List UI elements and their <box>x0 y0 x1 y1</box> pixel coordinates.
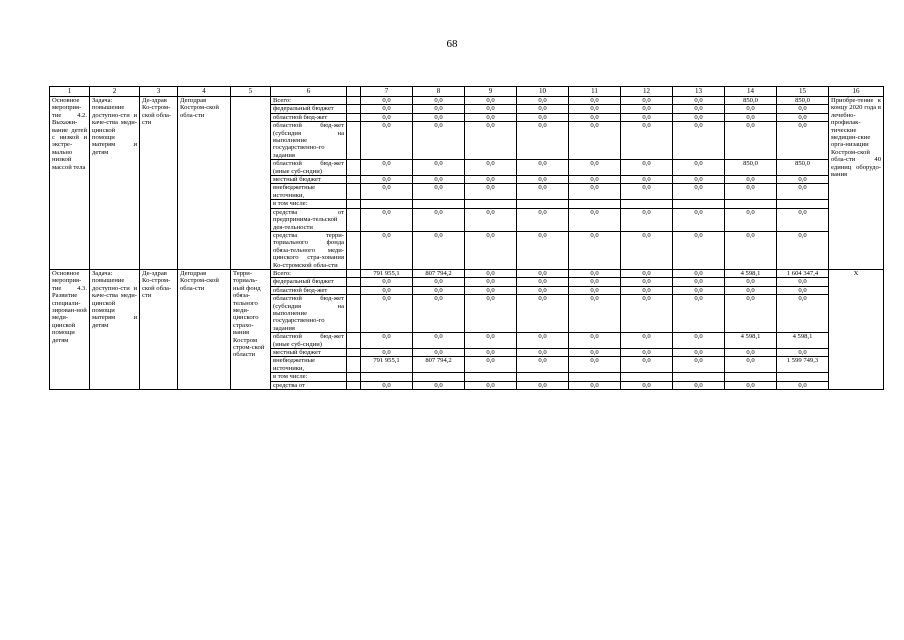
amount-cell: 0,0 <box>777 349 829 357</box>
amount-cell: 0,0 <box>777 122 829 160</box>
amount-cell: 4 598,1 <box>725 333 777 349</box>
amount-cell: 0,0 <box>621 381 673 389</box>
amount-cell: 0,0 <box>673 122 725 160</box>
amount-cell: 0,0 <box>621 160 673 176</box>
column-number: 1 <box>50 87 90 97</box>
amount-cell: 0,0 <box>725 286 777 294</box>
funding-source: местный бюджет <box>271 349 347 357</box>
amount-cell: 850,0 <box>777 97 829 105</box>
co-executor <box>231 97 271 270</box>
amount-cell: 0,0 <box>673 349 725 357</box>
amount-cell: 0,0 <box>517 278 569 286</box>
column-number: 4 <box>178 87 231 97</box>
amount-cell: 0,0 <box>673 105 725 113</box>
amount-cell: 0,0 <box>517 231 569 269</box>
amount-cell: 0,0 <box>465 278 517 286</box>
amount-cell <box>569 373 621 381</box>
amount-cell: 0,0 <box>777 381 829 389</box>
amount-cell: 0,0 <box>569 278 621 286</box>
expected-result: Приобре-тение к концу 2020 года в лечебно-профилак-тические медицин-ские орга-низации Костром-ской обла-сти 40 единиц оборудо-вания <box>829 97 884 270</box>
amount-cell <box>777 373 829 381</box>
blank-cell <box>347 231 361 269</box>
amount-cell <box>517 373 569 381</box>
measure-name: Основное мероприя-тие 4.2. Выхажи-вание детей с низкой и экстре-мально низкой массой тела <box>50 97 90 270</box>
amount-cell: 0,0 <box>465 295 517 333</box>
amount-cell: 0,0 <box>361 105 413 113</box>
amount-cell: 0,0 <box>413 295 465 333</box>
budget-table <box>49 86 884 390</box>
amount-cell: 0,0 <box>517 269 569 277</box>
amount-cell: 0,0 <box>517 176 569 184</box>
blank-cell <box>347 278 361 286</box>
amount-cell <box>465 200 517 208</box>
amount-cell: 0,0 <box>621 286 673 294</box>
amount-cell: 791 955,1 <box>361 269 413 277</box>
column-number: 3 <box>140 87 178 97</box>
amount-cell: 0,0 <box>673 113 725 121</box>
amount-cell: 0,0 <box>569 105 621 113</box>
amount-cell <box>517 200 569 208</box>
funding-source: областной бюд-жет (субсидия на выполнение государственно-го задания <box>271 295 347 333</box>
amount-cell: 0,0 <box>777 208 829 231</box>
amount-cell: 0,0 <box>621 357 673 373</box>
funding-source: областной бюд-жет <box>271 113 347 121</box>
amount-cell: 0,0 <box>725 176 777 184</box>
column-number: 10 <box>517 87 569 97</box>
amount-cell: 0,0 <box>569 357 621 373</box>
amount-cell: 0,0 <box>517 122 569 160</box>
funding-source: Всего: <box>271 269 347 277</box>
amount-cell: 0,0 <box>673 184 725 200</box>
column-number: 9 <box>465 87 517 97</box>
amount-cell: 0,0 <box>673 97 725 105</box>
amount-cell: 0,0 <box>517 105 569 113</box>
amount-cell: 0,0 <box>569 113 621 121</box>
amount-cell: 0,0 <box>569 333 621 349</box>
blank-cell <box>347 184 361 200</box>
amount-cell: 0,0 <box>517 97 569 105</box>
amount-cell: 0,0 <box>465 333 517 349</box>
amount-cell: 0,0 <box>621 295 673 333</box>
amount-cell: 0,0 <box>725 208 777 231</box>
amount-cell: 0,0 <box>725 349 777 357</box>
amount-cell: 0,0 <box>361 381 413 389</box>
blank-cell <box>347 286 361 294</box>
funding-source: местный бюджет <box>271 176 347 184</box>
amount-cell: 0,0 <box>673 295 725 333</box>
amount-cell: 0,0 <box>413 278 465 286</box>
amount-cell: 807 794,2 <box>413 357 465 373</box>
column-number: 12 <box>621 87 673 97</box>
amount-cell: 0,0 <box>465 208 517 231</box>
amount-cell: 0,0 <box>725 295 777 333</box>
amount-cell: 0,0 <box>569 184 621 200</box>
amount-cell: 0,0 <box>361 349 413 357</box>
blank-cell <box>347 113 361 121</box>
amount-cell: 0,0 <box>621 97 673 105</box>
blank-cell <box>347 160 361 176</box>
amount-cell: 0,0 <box>725 278 777 286</box>
column-number: 13 <box>673 87 725 97</box>
funding-source: областной бюд-жет (иные суб-сидии) <box>271 333 347 349</box>
amount-cell: 0,0 <box>621 113 673 121</box>
amount-cell: 0,0 <box>621 269 673 277</box>
funding-source: областной бюд-жет (субсидия на выполнение государственно-го задания <box>271 122 347 160</box>
column-number: 15 <box>777 87 829 97</box>
blank-cell <box>347 295 361 333</box>
amount-cell: 0,0 <box>673 333 725 349</box>
funding-source: федеральный бюджет <box>271 105 347 113</box>
amount-cell: 0,0 <box>413 231 465 269</box>
table-row <box>50 97 884 105</box>
amount-cell: 791 955,1 <box>361 357 413 373</box>
amount-cell: 0,0 <box>673 357 725 373</box>
funding-source: средства от <box>271 381 347 389</box>
blank-cell <box>347 269 361 277</box>
amount-cell: 850,0 <box>777 160 829 176</box>
funding-source: внебюджетные источники, <box>271 357 347 373</box>
amount-cell: 0,0 <box>777 113 829 121</box>
amount-cell: 0,0 <box>361 113 413 121</box>
amount-cell <box>725 200 777 208</box>
amount-cell: 0,0 <box>569 381 621 389</box>
amount-cell: 0,0 <box>569 122 621 160</box>
amount-cell: 0,0 <box>517 381 569 389</box>
amount-cell <box>673 200 725 208</box>
amount-cell: 0,0 <box>725 184 777 200</box>
amount-cell: 0,0 <box>465 269 517 277</box>
amount-cell: 0,0 <box>725 122 777 160</box>
blank-cell <box>347 381 361 389</box>
amount-cell: 0,0 <box>725 113 777 121</box>
blank-cell <box>347 200 361 208</box>
amount-cell <box>777 200 829 208</box>
amount-cell: 0,0 <box>465 122 517 160</box>
amount-cell: 0,0 <box>569 295 621 333</box>
amount-cell: 0,0 <box>517 160 569 176</box>
amount-cell <box>361 373 413 381</box>
blank-cell <box>347 97 361 105</box>
amount-cell: 0,0 <box>413 105 465 113</box>
amount-cell: 0,0 <box>725 105 777 113</box>
amount-cell <box>361 200 413 208</box>
amount-cell: 0,0 <box>777 278 829 286</box>
amount-cell: 0,0 <box>465 160 517 176</box>
blank-cell <box>347 333 361 349</box>
amount-cell: 0,0 <box>413 176 465 184</box>
column-number: 7 <box>361 87 413 97</box>
amount-cell: 0,0 <box>517 208 569 231</box>
amount-cell: 0,0 <box>569 349 621 357</box>
amount-cell: 0,0 <box>621 208 673 231</box>
column-number: 5 <box>231 87 271 97</box>
amount-cell: 0,0 <box>361 184 413 200</box>
amount-cell: 0,0 <box>465 97 517 105</box>
column-number-row <box>50 87 884 97</box>
amount-cell: 0,0 <box>361 295 413 333</box>
amount-cell: 0,0 <box>361 286 413 294</box>
amount-cell: 0,0 <box>673 176 725 184</box>
amount-cell: 0,0 <box>413 349 465 357</box>
amount-cell: 0,0 <box>725 357 777 373</box>
amount-cell: 0,0 <box>777 231 829 269</box>
blank-cell <box>347 105 361 113</box>
amount-cell: 4 598,1 <box>725 269 777 277</box>
table-row <box>50 269 884 277</box>
amount-cell: 0,0 <box>413 184 465 200</box>
amount-cell: 0,0 <box>361 333 413 349</box>
amount-cell: 0,0 <box>673 208 725 231</box>
amount-cell: 0,0 <box>413 97 465 105</box>
amount-cell: 4 598,1 <box>777 333 829 349</box>
amount-cell: 0,0 <box>413 208 465 231</box>
amount-cell <box>621 373 673 381</box>
amount-cell: 0,0 <box>465 286 517 294</box>
blank-cell <box>347 357 361 373</box>
budget-table-body <box>50 87 884 390</box>
coordinator: Де-здрав Ко-стром-ской обла-сти <box>140 269 178 389</box>
amount-cell: 0,0 <box>413 122 465 160</box>
amount-cell: 0,0 <box>361 278 413 286</box>
amount-cell: 0,0 <box>621 349 673 357</box>
blank-cell <box>347 349 361 357</box>
amount-cell: 0,0 <box>465 349 517 357</box>
task: Задача: повышение доступно-сти и каче-ства меди-цинской помощи матерям и детям <box>90 269 140 389</box>
funding-source: областной бюд-жет (иные суб-сидии) <box>271 160 347 176</box>
executor: Депздрав Костром-ской обла-сти <box>178 269 231 389</box>
amount-cell <box>569 200 621 208</box>
amount-cell: 0,0 <box>465 231 517 269</box>
amount-cell: 0,0 <box>361 231 413 269</box>
amount-cell: 0,0 <box>777 295 829 333</box>
column-number: 6 <box>271 87 347 97</box>
blank-cell <box>347 373 361 381</box>
funding-source: в том числе: <box>271 373 347 381</box>
blank-cell <box>347 122 361 160</box>
amount-cell: 1 604 347,4 <box>777 269 829 277</box>
amount-cell: 0,0 <box>465 357 517 373</box>
amount-cell: 0,0 <box>621 176 673 184</box>
amount-cell: 0,0 <box>361 97 413 105</box>
amount-cell: 0,0 <box>413 113 465 121</box>
amount-cell: 0,0 <box>361 122 413 160</box>
funding-source: средства терри-ториального фонда обяза-тельного меди-цинского стра-хования Ко-стромской обла-сти <box>271 231 347 269</box>
amount-cell: 0,0 <box>673 286 725 294</box>
amount-cell: 0,0 <box>465 176 517 184</box>
funding-source: средства от предпринима-тельской дея-тельности <box>271 208 347 231</box>
amount-cell: 0,0 <box>465 105 517 113</box>
amount-cell: 0,0 <box>673 269 725 277</box>
blank-cell <box>347 176 361 184</box>
amount-cell: 0,0 <box>725 231 777 269</box>
amount-cell: 0,0 <box>621 184 673 200</box>
amount-cell: 850,0 <box>725 97 777 105</box>
amount-cell: 0,0 <box>673 278 725 286</box>
amount-cell <box>725 373 777 381</box>
amount-cell: 0,0 <box>621 278 673 286</box>
amount-cell: 0,0 <box>777 286 829 294</box>
amount-cell: 0,0 <box>517 113 569 121</box>
amount-cell: 0,0 <box>517 286 569 294</box>
amount-cell: 0,0 <box>517 295 569 333</box>
amount-cell: 0,0 <box>517 184 569 200</box>
amount-cell: 0,0 <box>569 208 621 231</box>
amount-cell: 0,0 <box>673 381 725 389</box>
amount-cell: 0,0 <box>725 381 777 389</box>
amount-cell: 0,0 <box>413 381 465 389</box>
amount-cell <box>465 373 517 381</box>
funding-source: Всего: <box>271 97 347 105</box>
amount-cell: 0,0 <box>413 160 465 176</box>
amount-cell <box>673 373 725 381</box>
amount-cell: 0,0 <box>777 176 829 184</box>
column-number: 14 <box>725 87 777 97</box>
co-executor: Терри-ториаль-ный фонд обяза-тельного меди-цинского страхо-вания Костром стром-ской области <box>231 269 271 389</box>
amount-cell: 0,0 <box>465 113 517 121</box>
amount-cell <box>413 373 465 381</box>
amount-cell: 0,0 <box>777 184 829 200</box>
task: Задача: повышение доступно-сти и каче-ства меди-цинской помощи матерям и детям <box>90 97 140 270</box>
amount-cell: 0,0 <box>413 333 465 349</box>
amount-cell: 0,0 <box>465 381 517 389</box>
column-number: 2 <box>90 87 140 97</box>
column-number: 16 <box>829 87 884 97</box>
amount-cell: 0,0 <box>569 286 621 294</box>
amount-cell: 0,0 <box>517 357 569 373</box>
amount-cell: 0,0 <box>413 286 465 294</box>
amount-cell: 0,0 <box>517 333 569 349</box>
amount-cell: 0,0 <box>517 349 569 357</box>
amount-cell: 0,0 <box>361 176 413 184</box>
amount-cell: 0,0 <box>569 176 621 184</box>
column-number: 8 <box>413 87 465 97</box>
measure-name: Основное мероприя-тие 4.3. Развитие специали-зирован-ной меди-цинской помощи детям <box>50 269 90 389</box>
blank-cell <box>347 208 361 231</box>
amount-cell <box>413 200 465 208</box>
amount-cell: 0,0 <box>569 269 621 277</box>
expected-result: X <box>829 269 884 389</box>
amount-cell: 0,0 <box>621 333 673 349</box>
funding-source: в том числе: <box>271 200 347 208</box>
amount-cell: 0,0 <box>569 97 621 105</box>
amount-cell: 0,0 <box>361 208 413 231</box>
amount-cell: 0,0 <box>673 231 725 269</box>
amount-cell: 807 794,2 <box>413 269 465 277</box>
amount-cell: 0,0 <box>673 160 725 176</box>
amount-cell: 0,0 <box>361 160 413 176</box>
amount-cell: 1 599 749,3 <box>777 357 829 373</box>
executor: Депздрав Костром-ской обла-сти <box>178 97 231 270</box>
column-number <box>347 87 361 97</box>
funding-source: областной бюд-жет <box>271 286 347 294</box>
amount-cell: 0,0 <box>621 122 673 160</box>
amount-cell: 0,0 <box>777 105 829 113</box>
funding-source: федеральный бюджет <box>271 278 347 286</box>
amount-cell <box>621 200 673 208</box>
column-number: 11 <box>569 87 621 97</box>
amount-cell: 0,0 <box>569 160 621 176</box>
amount-cell: 0,0 <box>621 231 673 269</box>
amount-cell: 0,0 <box>569 231 621 269</box>
amount-cell: 0,0 <box>621 105 673 113</box>
page-number: 68 <box>446 38 458 50</box>
coordinator: Де-здрав Ко-стром-ской обла-сти <box>140 97 178 270</box>
amount-cell: 850,0 <box>725 160 777 176</box>
funding-source: внебюджетные источники, <box>271 184 347 200</box>
amount-cell: 0,0 <box>465 184 517 200</box>
